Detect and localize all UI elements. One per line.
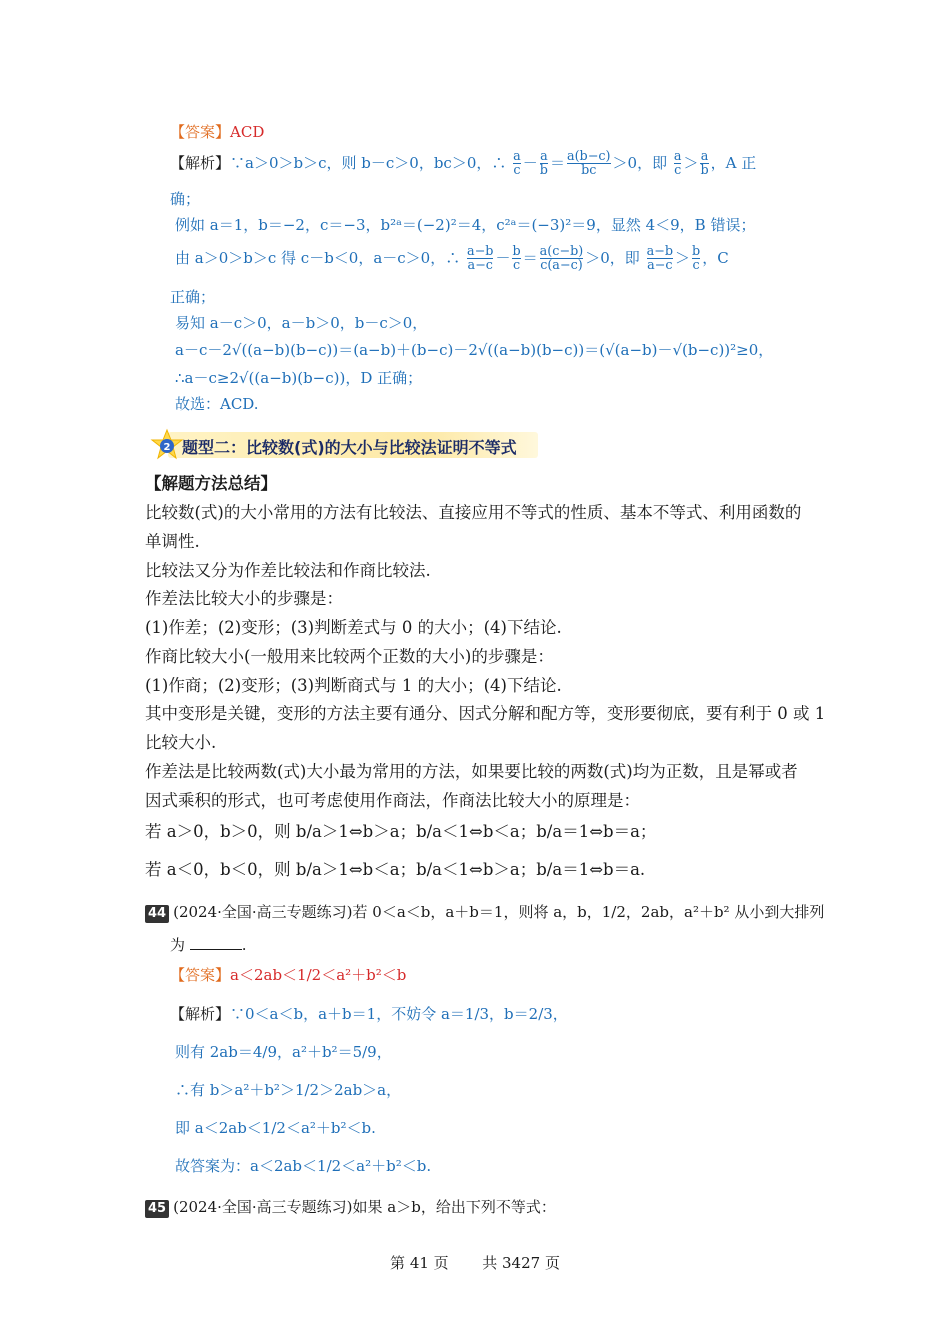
question-44-stem (145, 903, 824, 923)
question-44-stem-2 (170, 935, 247, 954)
analysis-text: 由 a＞0＞b＞c 得 c－b＜0，a－c＞0，∴ (175, 248, 461, 267)
analysis-line-5: 故答案为：a＜2ab＜1/2＜a²＋b²＜b. (175, 1157, 432, 1175)
analysis-line-4: 即 a＜2ab＜1/2＜a²＋b²＜b. (175, 1119, 376, 1137)
rule-positive: 若 a＞0，b＞0，则 b/a＞1⇔b＞a；b/a＜1⇔b＜a；b/a＝1⇔b＝a； (145, 822, 657, 841)
analysis-line-1 (170, 1005, 568, 1023)
analysis-text: ∵a＞0＞b＞c，则 b－c＞0，bc＞0，∴ (230, 153, 507, 172)
analysis-text: ∵0＜a＜b，a＋b＝1，不妨令 a＝1/3，b＝2/3， (230, 1005, 568, 1023)
analysis-line-5: 正确； (170, 288, 216, 306)
method-paragraph: 比较法又分为作差比较法和作商比较法. (145, 561, 431, 580)
method-paragraph: 单调性. (145, 532, 200, 551)
answer-tag: 【答案】 (170, 966, 231, 984)
method-paragraph: 作商比较大小(一般用来比较两个正数的大小)的步骤是： (145, 647, 554, 666)
analysis-tag: 【解析】 (170, 153, 231, 172)
method-paragraph: 比较数(式)的大小常用的方法有比较法、直接应用不等式的性质、基本不等式、利用函数的 (145, 503, 802, 522)
fraction: $\frac{a}{c}$ (513, 149, 521, 179)
fraction: $\frac{b}{c}$ (692, 244, 701, 274)
method-heading: 【解题方法总结】 (145, 474, 277, 493)
section-badge: 2 (163, 442, 171, 453)
analysis-text: ，即 (609, 248, 640, 267)
question-number: 44 (145, 905, 169, 923)
answer-value: a＜2ab＜1/2＜a²＋b²＜b (230, 966, 407, 984)
fraction: $\frac{a}{c}$ (673, 149, 682, 179)
analysis-text: ，C (702, 248, 729, 267)
question-text: (2024·全国·高三专题练习)若 0＜a＜b，a＋b＝1，则将 a，b，1/2，2ab，a²＋b² 从小到大排列 (173, 903, 825, 921)
page-total: 共 3427 页 (482, 1254, 560, 1272)
fraction: $\frac{a}{b}$ (700, 149, 709, 179)
analysis-line-4: 由 a＞0＞b＞c 得 c－b＜0，a－c＞0，∴ $\frac{a-b}{a-c}$ － $\frac{b}{c}$ ＝ $\frac{a(c-b)}{c(a-c)}$ ＞0，即 $\frac{a-b}{a-c}$ ＞ $\frac{b}{c}$ ，C (175, 244, 729, 274)
section-banner (150, 428, 540, 462)
answer-line (170, 966, 406, 984)
analysis-line-6: 易知 a－c＞0，a－b＞0，b－c＞0， (175, 314, 428, 332)
analysis-line-8: ∴a－c≥2√((a−b)(b−c))，D 正确； (175, 369, 423, 387)
page-number: 第 41 页 (390, 1254, 449, 1272)
question-number: 45 (145, 1200, 169, 1218)
question-45-stem (145, 1198, 556, 1218)
fraction: $\frac{a(b-c)}{bc}$ (566, 149, 611, 179)
method-paragraph: 作差法是比较两数(式)大小最为常用的方法，如果要比较的两数(式)均为正数，且是幂或者 (145, 762, 798, 781)
answer-blank (190, 935, 242, 950)
analysis-line-2: 确； (170, 190, 201, 208)
question-text: 为 (170, 936, 186, 954)
analysis-line-9: 故选：ACD. (175, 395, 259, 413)
method-paragraph: 因式乘积的形式，也可考虑使用作商法，作商法比较大小的原理是： (145, 791, 640, 810)
fraction: $\frac{a-b}{a-c}$ (646, 244, 674, 274)
page-footer (0, 1252, 950, 1273)
fraction: $\frac{b}{c}$ (512, 244, 521, 274)
section-title: 题型二：比较数(式)的大小与比较法证明不等式 (182, 438, 517, 457)
fraction: $\frac{a(c-b)}{c(a-c)}$ (539, 244, 584, 274)
method-paragraph: 其中变形是关键，变形的方法主要有通分、因式分解和配方等，变形要彻底，要有利于 0 或 1 (145, 704, 826, 723)
question-text: . (241, 936, 247, 954)
method-paragraph: 作差法比较大小的步骤是： (145, 589, 343, 608)
method-paragraph: (1)作差；(2)变形；(3)判断差式与 0 的大小；(4)下结论. (145, 618, 562, 637)
answer-line (170, 123, 264, 141)
analysis-tag: 【解析】 (170, 1005, 231, 1023)
method-paragraph: (1)作商；(2)变形；(3)判断商式与 1 的大小；(4)下结论. (145, 676, 562, 695)
analysis-text: ，即 (637, 153, 668, 172)
answer-tag: 【答案】 (170, 123, 231, 141)
analysis-line-7: a－c－2√((a−b)(b−c))＝(a−b)＋(b−c)－2√((a−b)(b−c))＝(√(a−b)－√(b−c))²≥0， (175, 341, 774, 359)
answer-value: ACD (230, 123, 265, 141)
fraction: $\frac{a-b}{a-c}$ (467, 244, 494, 274)
analysis-text: ，A 正 (710, 153, 757, 172)
analysis-line-3: ∴有 b＞a²＋b²＞1/2＞2ab＞a， (175, 1081, 402, 1099)
analysis-line-2: 则有 2ab＝4/9，a²＋b²＝5/9， (175, 1043, 392, 1061)
fraction: $\frac{a}{b}$ (539, 149, 548, 179)
analysis-line-3: 例如 a＝1，b＝−2，c＝−3，b²ᵃ＝(−2)²＝4，c²ᵃ＝(−3)²＝9，显然 4＜9，B 错误； (175, 216, 756, 234)
method-paragraph: 比较大小. (145, 733, 217, 752)
rule-negative: 若 a＜0，b＜0，则 b/a＞1⇔b＜a；b/a＜1⇔b＞a；b/a＝1⇔b＝a. (145, 860, 646, 879)
question-text: (2024·全国·高三专题练习)如果 a＞b，给出下列不等式： (173, 1198, 556, 1216)
analysis-line-1: 【解析】∵a＞0＞b＞c，则 b－c＞0，bc＞0，∴ $\frac{a}{c}$ － $\frac{a}{b}$ ＝ $\frac{a(b-c)}{bc}$ ＞0，即 $\frac{a}{c}$ ＞ $\frac{a}{b}$ ，A 正 (170, 149, 757, 179)
star-icon (150, 428, 184, 462)
